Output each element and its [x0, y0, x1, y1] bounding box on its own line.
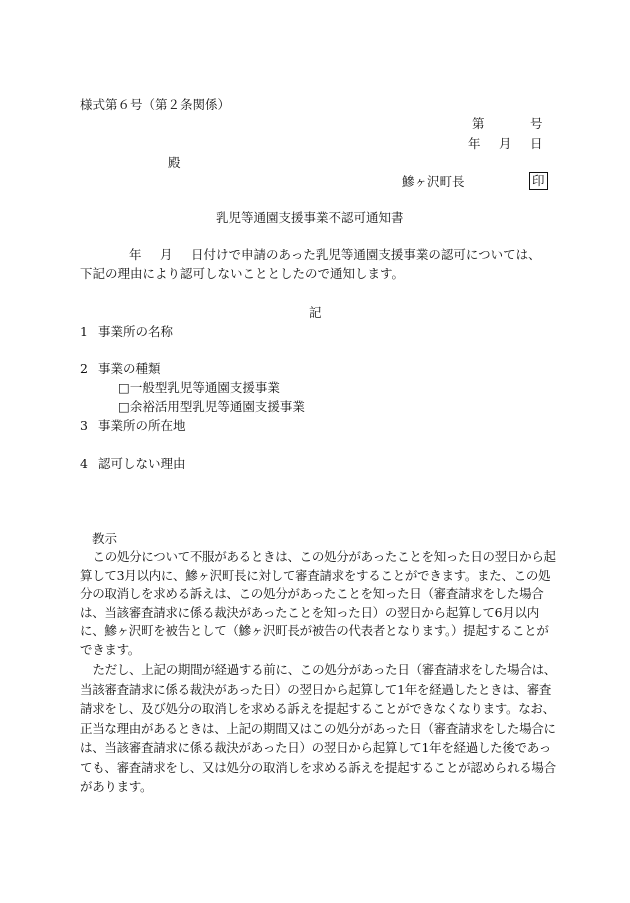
item-number: 2: [80, 361, 88, 376]
seal-mark: [525, 172, 548, 190]
notice-paragraph-2: ただし、上記の期間が経過する前に、この処分があった日（審査請求をした場合は、当該審査請求に係る裁決があった日）の翌日から起算して1年を経過したときは、審査請求をし、及び処分の取消しを求める訴えを提起することができなくなります。なお、正当な理由があるときは、上記の期間又はこの処分があった日（審査請求をした場合には、当該審査請求に係る裁決があった日）の翌日から起算して1年を経過した後であっても、審査請求をし、又は処分の取消しを求める訴えを提起することが認められる場合があります。: [80, 662, 556, 794]
business-type-surplus: [118, 399, 305, 414]
issuer-title: 鰺ヶ沢町長: [402, 174, 465, 189]
date-year: 年: [468, 136, 481, 151]
ki-heading: 記: [309, 305, 322, 320]
item-3: [80, 418, 185, 433]
business-type-label: 余裕活用型乳児等通園支援事業: [129, 399, 305, 414]
doc-number-suffix: 号: [530, 116, 543, 131]
date-day: 日: [530, 136, 543, 151]
item-label: 事業の種類: [97, 361, 161, 376]
item-number: 1: [80, 324, 88, 339]
intro-month: 月: [160, 247, 173, 262]
intro-text-1: 日付けで申請のあった乳児等通園支援事業の認可については、: [191, 247, 541, 262]
intro-text-2: 下記の理由により認可しないこととしたので通知します。: [80, 266, 405, 281]
notice-paragraph-1: この処分について不服があるときは、この処分があったことを知った日の翌日から起算して3月以内に、鰺ヶ沢町長に対して審査請求をすることができます。また、この処分の取消しを求める訴えは、この処分があったことを知った日（審査請求をした場合は、当該審査請求に係る裁決があったことを知った日）の翌日から起算して6月以内に、鰺ヶ沢町を被告として（鰺ヶ沢町長が被告の代表者となります。）提起することができます。: [80, 549, 556, 657]
item-4: [80, 456, 185, 471]
item-number: 3: [80, 418, 88, 433]
item-label: 事業所の名称: [97, 324, 173, 339]
notice-heading: 教示: [92, 531, 118, 546]
checkbox-mark: □: [118, 399, 130, 414]
item-1: [80, 324, 173, 339]
notice-block: [80, 530, 560, 797]
business-type-label: 一般型乳児等通園支援事業: [129, 380, 280, 395]
item-2: [80, 361, 160, 376]
doc-number-prefix: 第: [472, 116, 485, 131]
business-type-general: [118, 380, 280, 395]
form-label: 様式第６号（第２条関係）: [80, 97, 231, 112]
intro-year: 年: [129, 247, 142, 262]
addressee-honorific: 殿: [168, 155, 181, 170]
item-label: 事業所の所在地: [97, 418, 186, 433]
item-number: 4: [80, 456, 88, 471]
checkbox-mark: □: [118, 380, 130, 395]
document-title: 乳児等通園支援事業不認可通知書: [216, 210, 404, 225]
seal-text: 印: [529, 172, 548, 190]
date-month: 月: [499, 136, 512, 151]
item-label: 認可しない理由: [97, 456, 186, 471]
